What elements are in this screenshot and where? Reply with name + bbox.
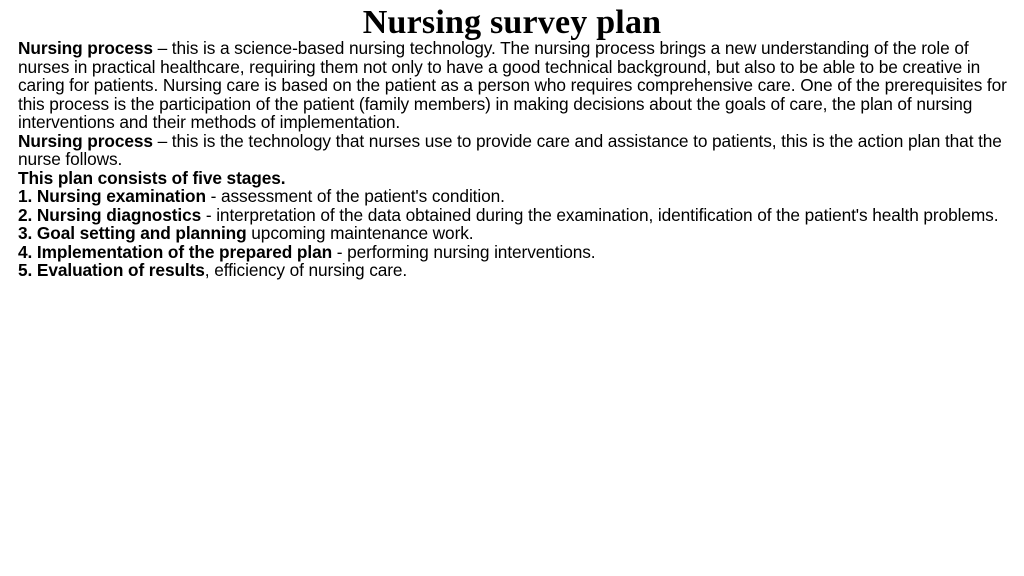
stage-text: - interpretation of the data obtained during the examination, identification of the patient's health problems. [201,204,999,225]
intro-paragraph [18,39,1014,132]
stage-item-5 [18,261,1014,280]
intro-text: – this is a science-based nursing technology. The nursing process brings a new understanding of the role of nurses in practical healthcare, requiring them not only to have a good technical background, but also to be able to be creative in caring for patients. Nursing care is based on the patient as a person who requires comprehensive care. One of the prerequisites for this process is the participation of the patient (family members) in making decisions about the goals of care, the plan of nursing interventions and their methods of implementation. [18,38,1007,132]
stage-item-4 [18,243,1014,262]
stage-name: 4. Implementation of the prepared plan [18,241,333,262]
stage-name: 2. Nursing diagnostics [18,204,202,225]
stage-text: , efficiency of nursing care. [204,260,408,280]
stage-name: 3. Goal setting and planning [18,223,247,243]
definition-term: Nursing process [18,130,153,151]
stage-item-3 [18,224,1014,243]
intro-term: Nursing process [18,38,153,58]
stage-name: 1. Nursing examination [18,186,206,206]
slide-body [18,39,1014,280]
stage-item-1 [18,187,1014,206]
stage-text: upcoming maintenance work. [246,223,474,243]
stage-item-2 [18,206,1014,225]
stages-heading: This plan consists of five stages. [18,167,286,188]
definition-paragraph [18,132,1014,169]
stage-name: 5. Evaluation of results [18,260,205,280]
stage-text: - assessment of the patient's condition. [205,186,505,206]
definition-text: – this is the technology that nurses use to provide care and assistance to patients, this is the action plan that the nurse follows. [18,130,1002,169]
stage-text: - performing nursing interventions. [332,241,596,262]
slide-title: Nursing survey plan [362,4,662,41]
